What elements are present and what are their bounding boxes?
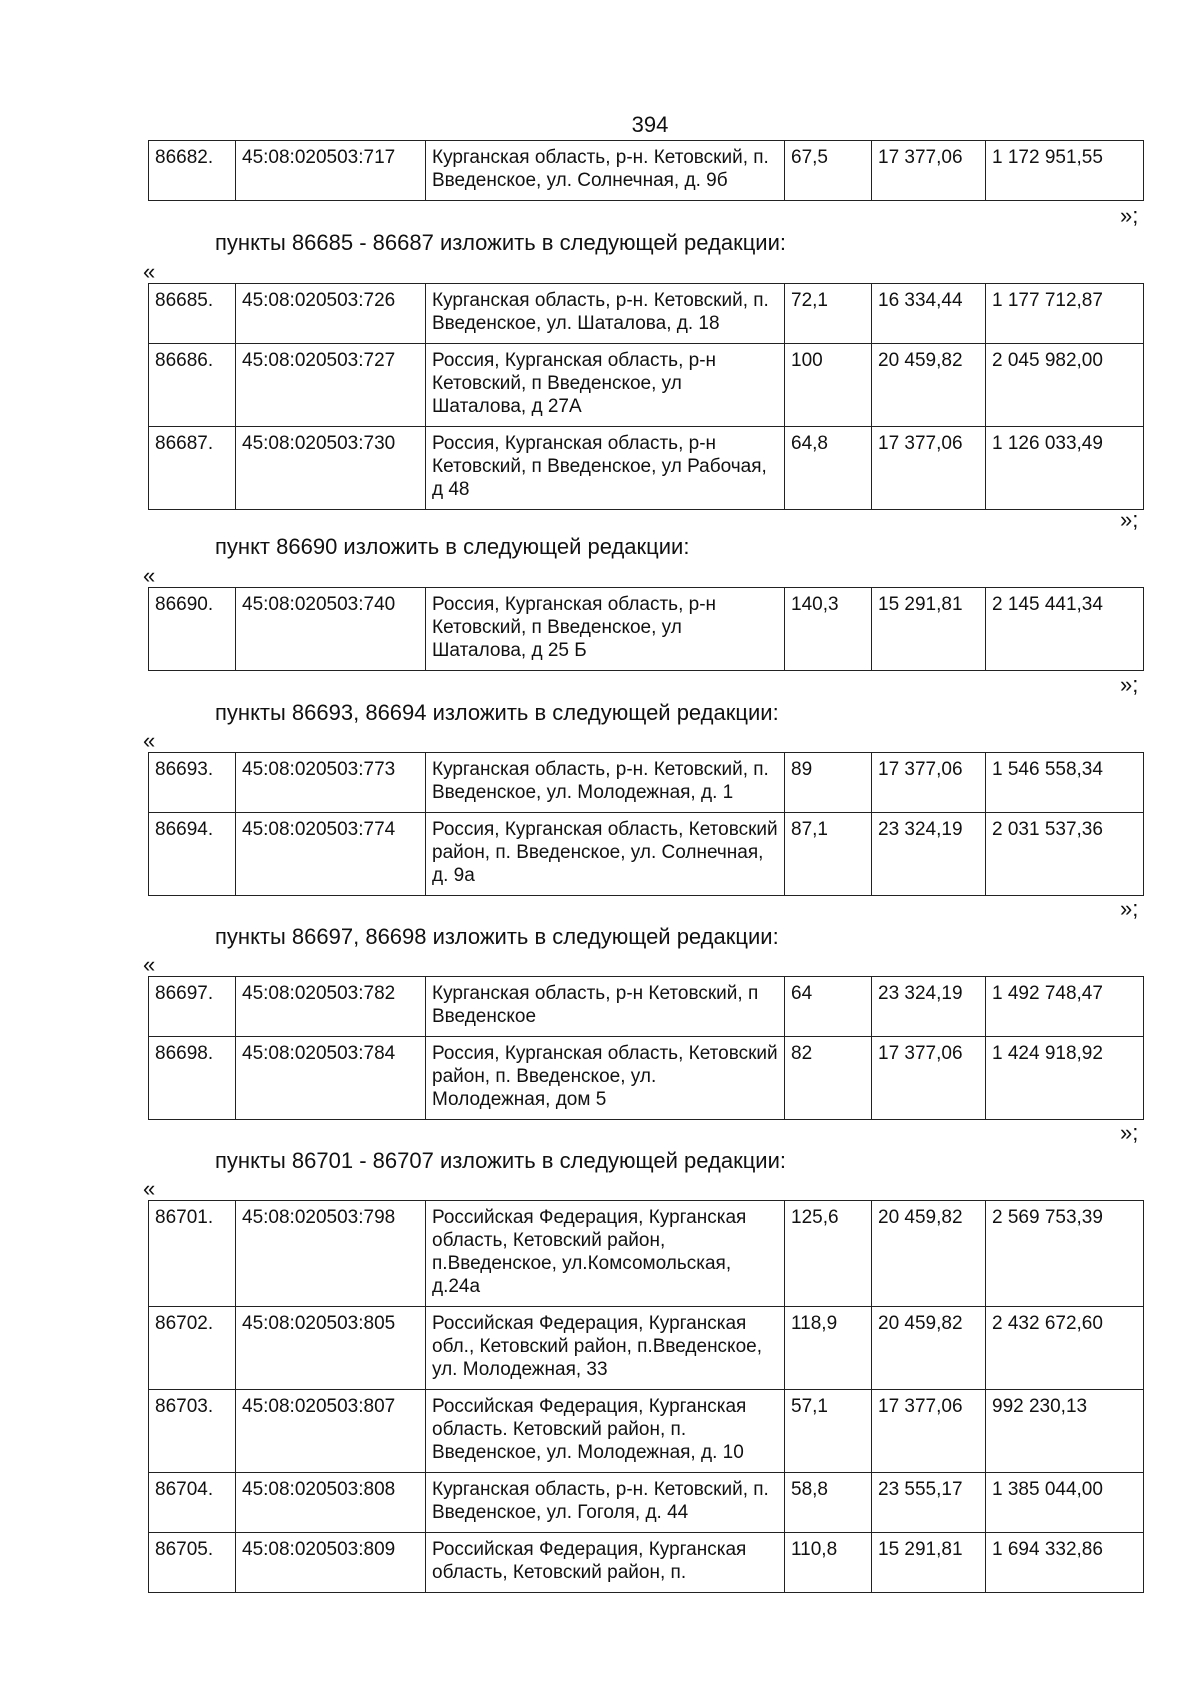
- table-block-4: [148, 752, 1144, 896]
- total-value-cell: 1 424 918,92: [986, 1037, 1144, 1120]
- table-row: [149, 1533, 1144, 1593]
- cadastral-number-cell: 45:08:020503:782: [236, 977, 426, 1037]
- table-row: [149, 753, 1144, 813]
- area-cell: 64,8: [785, 427, 872, 510]
- item-number-cell: 86704.: [149, 1473, 236, 1533]
- item-number-cell: 86697.: [149, 977, 236, 1037]
- cadastral-number-cell: 45:08:020503:717: [236, 141, 426, 201]
- area-cell: 64: [785, 977, 872, 1037]
- close-quote: »;: [1120, 672, 1139, 697]
- address-cell: Курганская область, р-н. Кетовский, п. Введенское, ул. Гоголя, д. 44: [426, 1473, 785, 1533]
- open-quote: «: [143, 728, 156, 753]
- price-per-unit-cell: 17 377,06: [872, 427, 986, 510]
- area-cell: 89: [785, 753, 872, 813]
- table-row: [149, 141, 1144, 201]
- cadastral-number-cell: 45:08:020503:773: [236, 753, 426, 813]
- price-per-unit-cell: 23 324,19: [872, 977, 986, 1037]
- cadastral-number-cell: 45:08:020503:730: [236, 427, 426, 510]
- address-cell: Российская Федерация, Курганская обл., Кетовский район, п.Введенское, ул. Молодежная, 33: [426, 1307, 785, 1390]
- area-cell: 118,9: [785, 1307, 872, 1390]
- total-value-cell: 1 172 951,55: [986, 141, 1144, 201]
- price-per-unit-cell: 20 459,82: [872, 1201, 986, 1307]
- close-quote: »;: [1120, 896, 1139, 921]
- cadastral-number-cell: 45:08:020503:727: [236, 344, 426, 427]
- item-number-cell: 86703.: [149, 1390, 236, 1473]
- address-cell: Россия, Курганская область, Кетовский район, п. Введенское, ул. Солнечная, д. 9а: [426, 813, 785, 896]
- item-number-cell: 86682.: [149, 141, 236, 201]
- address-cell: Курганская область, р-н. Кетовский, п. Введенское, ул. Молодежная, д. 1: [426, 753, 785, 813]
- total-value-cell: 2 031 537,36: [986, 813, 1144, 896]
- table-block-2: [148, 283, 1144, 510]
- address-cell: Российская Федерация, Курганская область, Кетовский район, п.Введенское, ул.Комсомольская, д.24а: [426, 1201, 785, 1307]
- table-row: [149, 813, 1144, 896]
- instruction-text: пункты 86685 - 86687 изложить в следующей редакции:: [215, 230, 787, 255]
- table-block-1: [148, 140, 1144, 201]
- item-number-cell: 86687.: [149, 427, 236, 510]
- area-cell: 67,5: [785, 141, 872, 201]
- total-value-cell: 2 145 441,34: [986, 588, 1144, 671]
- price-per-unit-cell: 20 459,82: [872, 1307, 986, 1390]
- cadastral-number-cell: 45:08:020503:726: [236, 284, 426, 344]
- cadastral-number-cell: 45:08:020503:805: [236, 1307, 426, 1390]
- total-value-cell: 1 385 044,00: [986, 1473, 1144, 1533]
- item-number-cell: 86702.: [149, 1307, 236, 1390]
- total-value-cell: 992 230,13: [986, 1390, 1144, 1473]
- area-cell: 140,3: [785, 588, 872, 671]
- page-number: 394: [631, 112, 669, 137]
- instruction-text: пункты 86701 - 86707 изложить в следующей редакции:: [215, 1148, 787, 1173]
- table-row: [149, 284, 1144, 344]
- cadastral-number-cell: 45:08:020503:807: [236, 1390, 426, 1473]
- table-row: [149, 588, 1144, 671]
- cadastral-number-cell: 45:08:020503:784: [236, 1037, 426, 1120]
- open-quote: «: [143, 952, 156, 977]
- table-row: [149, 1473, 1144, 1533]
- close-quote: »;: [1120, 1120, 1139, 1145]
- address-cell: Россия, Курганская область, Кетовский район, п. Введенское, ул. Молодежная, дом 5: [426, 1037, 785, 1120]
- price-per-unit-cell: 17 377,06: [872, 141, 986, 201]
- instruction-text: пункты 86697, 86698 изложить в следующей редакции:: [215, 924, 779, 949]
- table-row: [149, 1390, 1144, 1473]
- table-row: [149, 427, 1144, 510]
- area-cell: 58,8: [785, 1473, 872, 1533]
- address-cell: Россия, Курганская область, р-н Кетовский, п Введенское, ул Шаталова, д 27А: [426, 344, 785, 427]
- item-number-cell: 86690.: [149, 588, 236, 671]
- address-cell: Россия, Курганская область, р-н Кетовский, п Введенское, ул Рабочая, д 48: [426, 427, 785, 510]
- table-block-6: [148, 1200, 1144, 1593]
- area-cell: 72,1: [785, 284, 872, 344]
- total-value-cell: 1 492 748,47: [986, 977, 1144, 1037]
- price-per-unit-cell: 17 377,06: [872, 753, 986, 813]
- price-per-unit-cell: 23 555,17: [872, 1473, 986, 1533]
- total-value-cell: 2 045 982,00: [986, 344, 1144, 427]
- item-number-cell: 86686.: [149, 344, 236, 427]
- item-number-cell: 86705.: [149, 1533, 236, 1593]
- price-per-unit-cell: 17 377,06: [872, 1037, 986, 1120]
- close-quote: »;: [1120, 507, 1139, 532]
- cadastral-number-cell: 45:08:020503:774: [236, 813, 426, 896]
- address-cell: Россия, Курганская область, р-н Кетовский, п Введенское, ул Шаталова, д 25 Б: [426, 588, 785, 671]
- item-number-cell: 86685.: [149, 284, 236, 344]
- area-cell: 87,1: [785, 813, 872, 896]
- address-cell: Российская Федерация, Курганская область. Кетовский район, п. Введенское, ул. Молодежная, д. 10: [426, 1390, 785, 1473]
- total-value-cell: 1 177 712,87: [986, 284, 1144, 344]
- price-per-unit-cell: 15 291,81: [872, 1533, 986, 1593]
- total-value-cell: 1 546 558,34: [986, 753, 1144, 813]
- area-cell: 110,8: [785, 1533, 872, 1593]
- cadastral-number-cell: 45:08:020503:798: [236, 1201, 426, 1307]
- open-quote: «: [143, 1176, 156, 1201]
- area-cell: 82: [785, 1037, 872, 1120]
- price-per-unit-cell: 16 334,44: [872, 284, 986, 344]
- area-cell: 57,1: [785, 1390, 872, 1473]
- price-per-unit-cell: 20 459,82: [872, 344, 986, 427]
- price-per-unit-cell: 17 377,06: [872, 1390, 986, 1473]
- open-quote: «: [143, 259, 156, 284]
- item-number-cell: 86698.: [149, 1037, 236, 1120]
- table-row: [149, 977, 1144, 1037]
- table-row: [149, 1037, 1144, 1120]
- table-row: [149, 1307, 1144, 1390]
- table-block-5: [148, 976, 1144, 1120]
- total-value-cell: 1 694 332,86: [986, 1533, 1144, 1593]
- area-cell: 125,6: [785, 1201, 872, 1307]
- table-row: [149, 1201, 1144, 1307]
- instruction-text: пункты 86693, 86694 изложить в следующей редакции:: [215, 700, 779, 725]
- address-cell: Курганская область, р-н. Кетовский, п. Введенское, ул. Солнечная, д. 9б: [426, 141, 785, 201]
- item-number-cell: 86693.: [149, 753, 236, 813]
- price-per-unit-cell: 15 291,81: [872, 588, 986, 671]
- total-value-cell: 2 569 753,39: [986, 1201, 1144, 1307]
- cadastral-number-cell: 45:08:020503:740: [236, 588, 426, 671]
- item-number-cell: 86701.: [149, 1201, 236, 1307]
- address-cell: Российская Федерация, Курганская область, Кетовский район, п.: [426, 1533, 785, 1593]
- total-value-cell: 1 126 033,49: [986, 427, 1144, 510]
- area-cell: 100: [785, 344, 872, 427]
- table-block-3: [148, 587, 1144, 671]
- cadastral-number-cell: 45:08:020503:808: [236, 1473, 426, 1533]
- open-quote: «: [143, 563, 156, 588]
- instruction-text: пункт 86690 изложить в следующей редакции:: [215, 534, 690, 559]
- close-quote: »;: [1120, 203, 1139, 228]
- price-per-unit-cell: 23 324,19: [872, 813, 986, 896]
- cadastral-number-cell: 45:08:020503:809: [236, 1533, 426, 1593]
- table-row: [149, 344, 1144, 427]
- item-number-cell: 86694.: [149, 813, 236, 896]
- total-value-cell: 2 432 672,60: [986, 1307, 1144, 1390]
- address-cell: Курганская область, р-н. Кетовский, п. Введенское, ул. Шаталова, д. 18: [426, 284, 785, 344]
- address-cell: Курганская область, р-н Кетовский, п Введенское: [426, 977, 785, 1037]
